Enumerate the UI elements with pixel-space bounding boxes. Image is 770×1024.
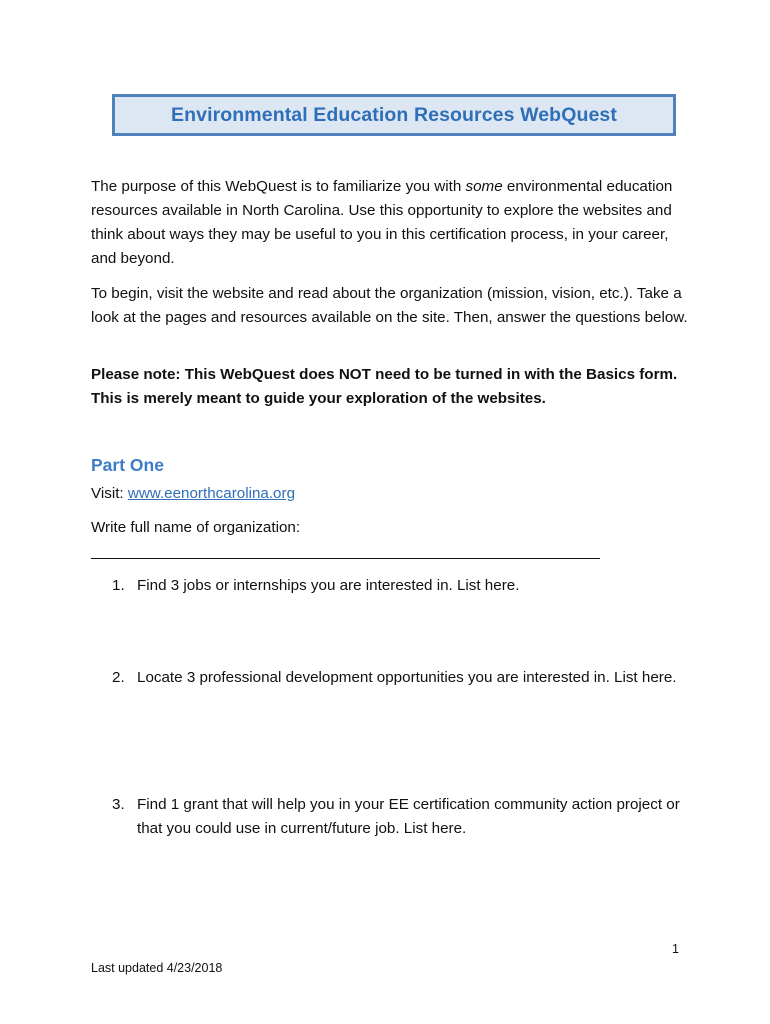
visit-line (91, 482, 295, 506)
part-one-heading: Part One (91, 455, 164, 475)
question-text: Find 3 jobs or internships you are interested in. List here. (137, 577, 520, 594)
question-number: 3. (112, 796, 125, 813)
intro-emphasis: some (465, 178, 503, 195)
title-box (112, 94, 676, 136)
page-number: 1 (672, 942, 679, 956)
question-3 (112, 793, 692, 841)
visit-label: Visit: (91, 485, 128, 502)
footer-last-updated: Last updated 4/23/2018 (91, 961, 223, 975)
note-paragraph: Please note: This WebQuest does NOT need to be turned in with the Basics form. This is merely meant to guide your exploration of the websites. (91, 366, 678, 407)
intro-paragraph-2: To begin, visit the website and read about the organization (mission, vision, etc.). Take a look at the pages and resources available on the site. Then, answer the questions below. (91, 285, 688, 326)
intro-text-end: environmental education resources available in North Carolina. Use this opportunity to explore the websites and think about ways they may be useful to you in this certification process, in your career, and beyond. (91, 178, 673, 267)
question-1 (112, 574, 692, 598)
question-text: Find 1 grant that will help you in your EE certification community action project or that you could use in current/future job. List here. (137, 796, 680, 837)
org-name-answer-line[interactable] (91, 558, 600, 559)
question-number: 2. (112, 669, 125, 686)
question-text: Locate 3 professional development opportunities you are interested in. List here. (137, 669, 677, 686)
org-name-prompt: Write full name of organization: (91, 519, 301, 536)
intro-text-start: The purpose of this WebQuest is to familiarize you with (91, 178, 466, 195)
question-number: 1. (112, 577, 125, 594)
document-title: Environmental Education Resources WebQuest (171, 103, 617, 126)
question-2 (112, 666, 692, 690)
intro-paragraph-1 (91, 175, 691, 271)
website-link[interactable]: www.eenorthcarolina.org (127, 485, 296, 502)
